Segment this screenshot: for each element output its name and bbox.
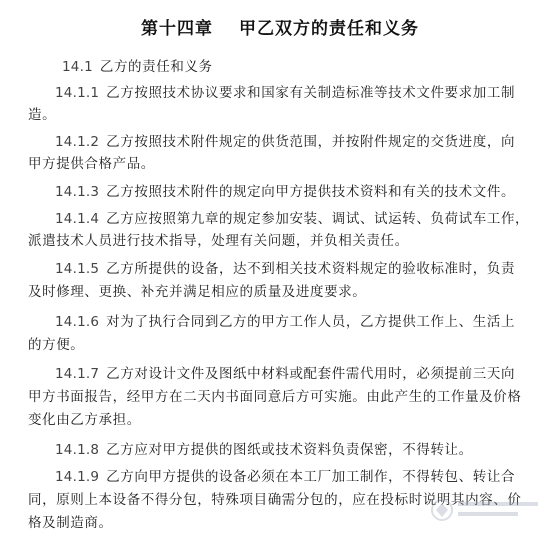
- clause-text: 乙方所提供的设备，达不到相关技术资料规定的验收标准时，负责: [106, 261, 516, 277]
- clause-number: 14.1.2: [55, 134, 100, 150]
- clause-3-line-1: [55, 183, 560, 201]
- clause-9-line-1: [55, 468, 560, 486]
- clause-text: 乙方对设计文件及图纸中材料或配套件需代用时，必须提前三天向: [106, 366, 516, 382]
- clause-5-line-1: [55, 260, 560, 278]
- clause-4-line-1: [55, 210, 560, 228]
- clause-number: 14.1.5: [55, 261, 100, 277]
- section-number: 14.1: [62, 59, 93, 75]
- clause-8-line-1: [55, 441, 560, 459]
- clause-text: 乙方按照技术协议要求和国家有关制造标准等技术文件要求加工制: [106, 85, 516, 101]
- chapter-number: 第十四章: [141, 19, 213, 39]
- logo-watermark-icon: [428, 490, 548, 530]
- clause-number: 14.1.9: [55, 469, 100, 485]
- clause-6-line-2: 的方便。: [28, 337, 85, 353]
- chapter-title: [0, 14, 560, 39]
- clause-9-line-2: 同，原则上本设备不得分包，特殊项目确需分包的，应在投标时说明其内容、价: [28, 492, 522, 508]
- section-heading: [62, 58, 560, 76]
- clause-7-line-2: 甲方书面报告，经甲方在二天内书面同意后方可实施。由此产生的工作量及价格: [28, 389, 522, 405]
- clause-number: 14.1.7: [55, 366, 100, 382]
- clause-number: 14.1.4: [55, 211, 100, 227]
- clause-2-line-2: 甲方提供合格产品。: [28, 156, 155, 172]
- clause-number: 14.1.1: [55, 85, 100, 101]
- clause-number: 14.1.3: [55, 184, 100, 200]
- clause-1-line-1: [55, 84, 560, 102]
- clause-6-line-1: [55, 313, 560, 331]
- clause-text: 乙方按照技术附件的规定向甲方提供技术资料和有关的技术文件。: [106, 184, 516, 200]
- clause-text: 乙方向甲方提供的设备必须在本工厂加工制作，不得转包、转让合: [106, 469, 516, 485]
- clause-text: 乙方应对甲方提供的图纸或技术资料负责保密，不得转让。: [106, 442, 473, 458]
- clause-7-line-3: 变化由乙方承担。: [28, 412, 141, 428]
- clause-text: 乙方按照技术附件规定的供货范围，并按附件规定的交货进度，向: [106, 134, 516, 150]
- clause-7-line-1: [55, 365, 560, 383]
- clause-number: 14.1.8: [55, 442, 100, 458]
- clause-5-line-2: 及时修理、更换、补充并满足相应的质量及进度要求。: [28, 284, 367, 300]
- section-text: 乙方的责任和义务: [99, 59, 213, 75]
- clause-1-line-2: 造。: [28, 107, 57, 123]
- chapter-heading: 甲乙双方的责任和义务: [239, 19, 419, 39]
- clause-4-line-2: 派遣技术人员进行技术指导，处理有关问题，并负相关责任。: [28, 233, 409, 249]
- clause-9-line-3: 格及制造商。: [28, 515, 113, 531]
- clause-2-line-1: [55, 133, 560, 151]
- clause-number: 14.1.6: [55, 314, 100, 330]
- clause-text: 对为了执行合同到乙方的甲方工作人员，乙方提供工作上、生活上: [106, 314, 516, 330]
- clause-text: 乙方应按照第九章的规定参加安装、调试、试运转、负荷试车工作，: [106, 211, 530, 227]
